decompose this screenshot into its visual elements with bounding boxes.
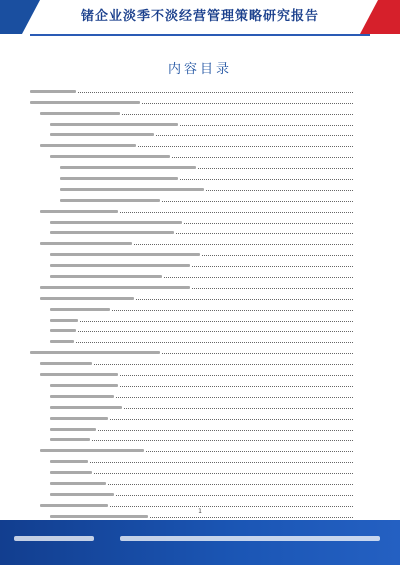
toc-entry-unreadable-text	[50, 406, 122, 409]
toc-entry[interactable]	[30, 128, 355, 139]
toc-entry-unreadable-text	[60, 199, 160, 202]
toc-entry[interactable]	[30, 400, 355, 411]
toc-leader-dots	[184, 222, 353, 224]
footer-left-text	[14, 534, 94, 544]
toc-leader-dots	[206, 189, 353, 191]
toc-entry[interactable]	[30, 324, 355, 335]
toc-leader-dots	[202, 254, 353, 256]
toc-entry-unreadable-text	[50, 275, 162, 278]
toc-entry[interactable]	[30, 106, 355, 117]
toc-leader-dots	[116, 494, 353, 496]
toc-entry-unreadable-text	[50, 493, 114, 496]
toc-entry[interactable]	[30, 226, 355, 237]
toc-leader-dots	[146, 450, 353, 452]
toc-entry-unreadable-text	[50, 482, 106, 485]
toc-leader-dots	[138, 145, 353, 147]
toc-leader-dots	[172, 156, 353, 158]
toc-leader-dots	[120, 374, 353, 376]
toc-entry[interactable]	[30, 193, 355, 204]
toc-entry[interactable]	[30, 334, 355, 345]
toc-entry-unreadable-text	[40, 373, 118, 376]
toc-entry[interactable]	[30, 411, 355, 422]
toc-leader-dots	[192, 265, 353, 267]
toc-leader-dots	[110, 418, 353, 420]
toc-entry[interactable]	[30, 291, 355, 302]
toc-entry-unreadable-text	[50, 395, 114, 398]
toc-entry-unreadable-text	[30, 90, 76, 93]
toc-entry[interactable]	[30, 465, 355, 476]
toc-entry[interactable]	[30, 171, 355, 182]
toc-entry-unreadable-text	[50, 155, 170, 158]
toc-entry[interactable]	[30, 269, 355, 280]
toc-entry-unreadable-text	[50, 384, 118, 387]
toc-leader-dots	[122, 113, 353, 115]
toc-entry-unreadable-text	[60, 166, 196, 169]
toc-leader-dots	[162, 200, 353, 202]
toc-leader-dots	[192, 287, 353, 289]
toc-leader-dots	[94, 472, 353, 474]
report-title: 锗企业淡季不淡经营管理策略研究报告	[80, 9, 319, 24]
header-corner-blue	[0, 0, 40, 34]
page-number: 1	[198, 508, 202, 515]
footer-right-text	[120, 534, 380, 544]
toc-entry-unreadable-text	[50, 515, 148, 518]
toc-entry-unreadable-text	[50, 329, 76, 332]
toc-entry[interactable]	[30, 454, 355, 465]
toc-entry[interactable]	[30, 160, 355, 171]
toc-leader-dots	[108, 483, 353, 485]
toc-entry[interactable]	[30, 367, 355, 378]
toc-entry[interactable]	[30, 356, 355, 367]
toc-leader-dots	[94, 363, 353, 365]
toc-entry[interactable]	[30, 182, 355, 193]
toc-entry-unreadable-text	[30, 101, 140, 104]
toc-entry-unreadable-text	[50, 438, 90, 441]
toc-leader-dots	[120, 385, 353, 387]
toc-entry-unreadable-text	[40, 286, 190, 289]
toc-leader-dots	[78, 330, 353, 332]
toc-leader-dots	[116, 396, 353, 398]
footer-right-blur	[120, 536, 380, 541]
toc-entry-unreadable-text	[50, 253, 200, 256]
toc-entry-unreadable-text	[50, 123, 178, 126]
toc-entry[interactable]	[30, 280, 355, 291]
toc-entry-unreadable-text	[30, 351, 160, 354]
toc-entry[interactable]	[30, 345, 355, 356]
toc-entry-unreadable-text	[40, 210, 118, 213]
toc-entry[interactable]	[30, 247, 355, 258]
toc-leader-dots	[92, 439, 353, 441]
toc-entry-unreadable-text	[50, 308, 110, 311]
toc-leader-dots	[110, 505, 353, 507]
toc-entry-unreadable-text	[50, 221, 182, 224]
toc-heading: 内容目录	[167, 62, 232, 77]
toc-leader-dots	[120, 211, 353, 213]
toc-leader-dots	[136, 298, 353, 300]
table-of-contents	[30, 84, 355, 541]
toc-entry[interactable]	[30, 258, 355, 269]
toc-leader-dots	[180, 178, 353, 180]
toc-entry[interactable]	[30, 95, 355, 106]
toc-leader-dots	[134, 243, 353, 245]
toc-entry[interactable]	[30, 84, 355, 95]
toc-entry[interactable]	[30, 476, 355, 487]
toc-entry[interactable]	[30, 215, 355, 226]
toc-entry[interactable]	[30, 422, 355, 433]
toc-entry[interactable]	[30, 378, 355, 389]
toc-leader-dots	[150, 516, 353, 518]
toc-entry[interactable]	[30, 302, 355, 313]
toc-entry-unreadable-text	[40, 112, 120, 115]
footer-banner	[0, 520, 400, 565]
toc-entry-unreadable-text	[50, 133, 154, 136]
header-divider	[30, 34, 370, 36]
toc-leader-dots	[98, 429, 353, 431]
toc-entry-unreadable-text	[50, 460, 88, 463]
toc-leader-dots	[198, 167, 353, 169]
toc-entry-unreadable-text	[60, 188, 204, 191]
toc-entry[interactable]	[30, 149, 355, 160]
toc-entry-unreadable-text	[40, 362, 92, 365]
toc-entry[interactable]	[30, 389, 355, 400]
toc-leader-dots	[156, 134, 353, 136]
toc-entry[interactable]	[30, 313, 355, 324]
toc-entry[interactable]	[30, 433, 355, 444]
toc-leader-dots	[124, 407, 353, 409]
toc-entry-unreadable-text	[40, 297, 134, 300]
toc-leader-dots	[112, 309, 353, 311]
toc-entry[interactable]	[30, 236, 355, 247]
toc-entry-unreadable-text	[50, 471, 92, 474]
toc-entry[interactable]	[30, 117, 355, 128]
toc-entry-unreadable-text	[50, 319, 78, 322]
toc-entry-unreadable-text	[50, 264, 190, 267]
toc-entry-unreadable-text	[40, 449, 144, 452]
toc-leader-dots	[176, 232, 353, 234]
header-bar	[0, 0, 400, 34]
toc-leader-dots	[142, 102, 353, 104]
toc-leader-dots	[180, 124, 353, 126]
toc-leader-dots	[164, 276, 353, 278]
toc-leader-dots	[78, 91, 353, 93]
toc-entry-unreadable-text	[40, 144, 136, 147]
toc-leader-dots	[80, 320, 353, 322]
toc-entry[interactable]	[30, 204, 355, 215]
toc-entry[interactable]	[30, 138, 355, 149]
toc-entry-unreadable-text	[50, 428, 96, 431]
toc-leader-dots	[90, 461, 353, 463]
toc-entry-unreadable-text	[50, 231, 174, 234]
toc-entry-unreadable-text	[60, 177, 178, 180]
toc-entry-unreadable-text	[40, 242, 132, 245]
footer-left-blur	[14, 536, 94, 541]
toc-entry[interactable]	[30, 443, 355, 454]
toc-leader-dots	[162, 352, 353, 354]
toc-entry-unreadable-text	[40, 504, 108, 507]
toc-leader-dots	[76, 341, 353, 343]
header-corner-red	[360, 0, 400, 34]
toc-entry-unreadable-text	[50, 417, 108, 420]
toc-entry[interactable]	[30, 487, 355, 498]
toc-entry-unreadable-text	[50, 340, 74, 343]
